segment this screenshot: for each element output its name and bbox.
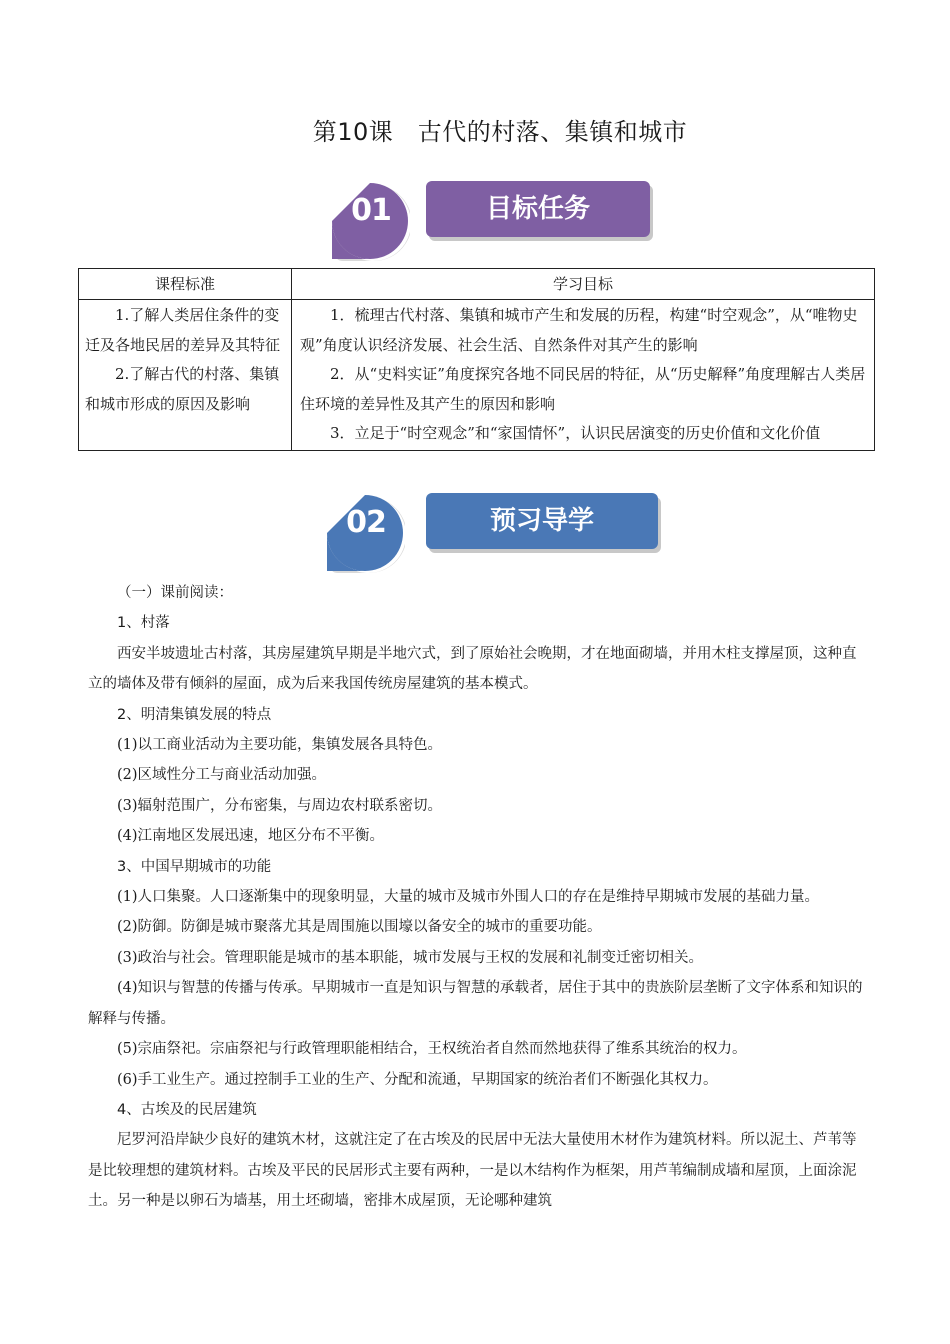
reading-intro: （一）课前阅读： — [117, 585, 233, 601]
standard-item: 1.了解人类居住条件的变迁及各地民居的差异及其特征 — [85, 306, 281, 354]
list-item: (1)人口集聚。人口逐渐集中的现象明显，大量的城市及城市外围人口的存在是维持早期城市发展的基础力量。 — [117, 889, 820, 906]
table-header-objective: 学习目标 — [292, 269, 875, 300]
table-row — [79, 300, 875, 451]
table-header-standard: 课程标准 — [79, 269, 292, 300]
subheading: 3、中国早期城市的功能 — [117, 858, 272, 875]
list-item: (3)辐射范围广，分布密集，与周边农村联系密切。 — [117, 797, 443, 814]
standards-cell — [79, 300, 292, 451]
subheading: 1、村落 — [117, 615, 170, 632]
list-item: (4)江南地区发展迅速，地区分布不平衡。 — [117, 828, 385, 845]
list-item: (6)手工业生产。通过控制手工业的生产、分配和流通，早期国家的统治者们不断强化其权力。 — [117, 1071, 718, 1088]
preview-content — [88, 578, 866, 1217]
objectives-cell — [292, 300, 875, 451]
objective-item: 2．从“史料实证”角度探究各地不同民居的特征，从“历史解释”角度理解古人类居住环境的差异性及其产生的原因和影响 — [300, 365, 866, 413]
goals-table — [78, 268, 875, 451]
section-number: 02 — [346, 505, 386, 540]
subheading: 4、古埃及的民居建筑 — [117, 1101, 257, 1118]
section-label: 目标任务 — [426, 181, 650, 237]
table-header-row — [79, 269, 875, 300]
paragraph: 西安半坡遗址古村落，其房屋建筑早期是半地穴式，到了原始社会晚期，才在地面砌墙，并用木柱支撑屋顶，这种直立的墙体及带有倾斜的屋面，成为后来我国传统房屋建筑的基本模式。 — [88, 645, 857, 693]
standard-item: 2.了解古代的村落、集镇和城市形成的原因及影响 — [85, 365, 280, 413]
paragraph: 尼罗河沿岸缺少良好的建筑木材，这就注定了在古埃及的民居中无法大量使用木材作为建筑材料。所以泥土、芦苇等是比较理想的建筑材料。古埃及平民的民居形式主要有两种，一是以木结构作为框架，用芦苇编制成墙和屋顶，上面涂泥土。另一种是以卵石为墙基，用土坯砌墙，密排木成屋顶，无论哪种建筑 — [88, 1132, 857, 1210]
list-item: (2)防御。防御是城市聚落尤其是周围施以围壕以备安全的城市的重要功能。 — [117, 919, 602, 936]
list-item: (5)宗庙祭祀。宗庙祭祀与行政管理职能相结合，王权统治者自然而然地获得了维系其统治的权力。 — [117, 1041, 747, 1058]
page-title: 第10课 古代的村落、集镇和城市 — [312, 118, 688, 146]
objective-item: 3．立足于“时空观念”和“家国情怀”，认识民居演变的历史价值和文化价值 — [330, 424, 821, 442]
list-item: (4)知识与智慧的传播与传承。早期城市一直是知识与智慧的承载者，居住于其中的贵族阶层垄断了文字体系和知识的解释与传播。 — [88, 980, 863, 1027]
section-label: 预习导学 — [426, 493, 658, 549]
list-item: (3)政治与社会。管理职能是城市的基本职能，城市发展与王权的发展和礼制变迁密切相关。 — [117, 949, 704, 966]
list-item: (2)区域性分工与商业活动加强。 — [117, 767, 327, 784]
section-number: 01 — [351, 193, 391, 228]
list-item: (1)以工商业活动为主要功能，集镇发展各具特色。 — [117, 737, 443, 754]
subheading: 2、明清集镇发展的特点 — [117, 706, 272, 723]
objective-item: 1．梳理古代村落、集镇和城市产生和发展的历程，构建“时空观念”，从“唯物史观”角度认识经济发展、社会生活、自然条件对其产生的影响 — [300, 306, 858, 354]
